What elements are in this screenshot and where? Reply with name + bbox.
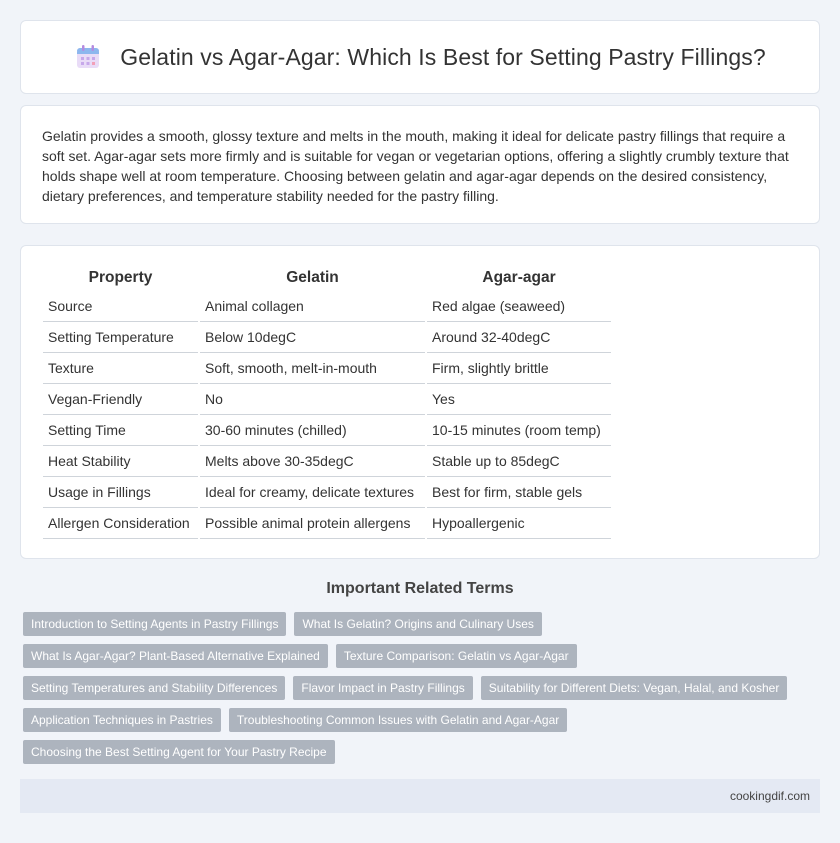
row-property: Source (43, 291, 198, 322)
related-terms-title: Important Related Terms (326, 580, 514, 597)
row-agar-agar: Red algae (seaweed) (427, 291, 611, 322)
page-title: Gelatin vs Agar-Agar: Which Is Best for Setting Pastry Fillings? (120, 43, 766, 70)
row-agar-agar: 10-15 minutes (room temp) (427, 415, 611, 446)
row-gelatin: Possible animal protein allergens (200, 508, 425, 539)
header-agar-agar: Agar-agar (482, 269, 556, 286)
related-term-tag[interactable]: Application Techniques in Pastries (23, 708, 221, 732)
table-row (43, 508, 611, 539)
related-term-tag[interactable]: Introduction to Setting Agents in Pastry Fillings (23, 612, 286, 636)
row-gelatin: Ideal for creamy, delicate textures (200, 477, 425, 508)
related-term-tag[interactable]: Choosing the Best Setting Agent for Your Pastry Recipe (23, 740, 335, 764)
table-row (43, 384, 611, 415)
row-agar-agar: Hypoallergenic (427, 508, 611, 539)
row-property: Setting Temperature (43, 322, 198, 353)
footer-site-name: cookingdif.com (729, 789, 810, 803)
table-header-row (43, 264, 611, 291)
related-terms-list (23, 612, 813, 764)
row-gelatin: 30-60 minutes (chilled) (200, 415, 425, 446)
row-agar-agar: Best for firm, stable gels (427, 477, 611, 508)
row-gelatin: No (200, 384, 425, 415)
comparison-table (41, 264, 613, 539)
related-term-tag[interactable]: Texture Comparison: Gelatin vs Agar-Agar (336, 644, 577, 668)
row-gelatin: Soft, smooth, melt-in-mouth (200, 353, 425, 384)
comparison-table-card (20, 245, 820, 559)
row-gelatin: Melts above 30-35degC (200, 446, 425, 477)
related-term-tag[interactable]: Troubleshooting Common Issues with Gelatin and Agar-Agar (229, 708, 567, 732)
row-agar-agar: Firm, slightly brittle (427, 353, 611, 384)
related-term-tag[interactable]: What Is Gelatin? Origins and Culinary Uses (294, 612, 541, 636)
related-term-tag[interactable]: Suitability for Different Diets: Vegan, Halal, and Kosher (481, 676, 788, 700)
row-property: Setting Time (43, 415, 198, 446)
table-row (43, 415, 611, 446)
related-term-tag[interactable]: What Is Agar-Agar? Plant-Based Alternative Explained (23, 644, 328, 668)
table-row (43, 353, 611, 384)
table-row (43, 291, 611, 322)
row-property: Usage in Fillings (43, 477, 198, 508)
header-property: Property (88, 269, 153, 286)
row-property: Texture (43, 353, 198, 384)
row-agar-agar: Around 32-40degC (427, 322, 611, 353)
calendar-icon (74, 43, 102, 71)
title-wrap (74, 43, 766, 71)
header-gelatin: Gelatin (286, 269, 339, 286)
intro-card (20, 105, 820, 224)
table-row (43, 477, 611, 508)
row-property: Heat Stability (43, 446, 198, 477)
row-property: Vegan-Friendly (43, 384, 198, 415)
row-gelatin: Animal collagen (200, 291, 425, 322)
footer (20, 779, 820, 813)
row-gelatin: Below 10degC (200, 322, 425, 353)
table-row (43, 446, 611, 477)
related-term-tag[interactable]: Setting Temperatures and Stability Differences (23, 676, 285, 700)
intro-text: Gelatin provides a smooth, glossy texture and melts in the mouth, making it ideal for delicate pastry fillings that require a soft set. Agar-agar sets more firmly and is suitable for vegan or vegetarian options, offering a slightly crumbly texture that holds shape well at room temperature. Choosing between gelatin and agar-agar depends on the desired consistency, dietary preferences, and temperature stability needed for the pastry filling. (42, 128, 789, 204)
header-card (20, 20, 820, 94)
row-agar-agar: Yes (427, 384, 611, 415)
row-agar-agar: Stable up to 85degC (427, 446, 611, 477)
table-row (43, 322, 611, 353)
related-term-tag[interactable]: Flavor Impact in Pastry Fillings (293, 676, 472, 700)
row-property: Allergen Consideration (43, 508, 198, 539)
